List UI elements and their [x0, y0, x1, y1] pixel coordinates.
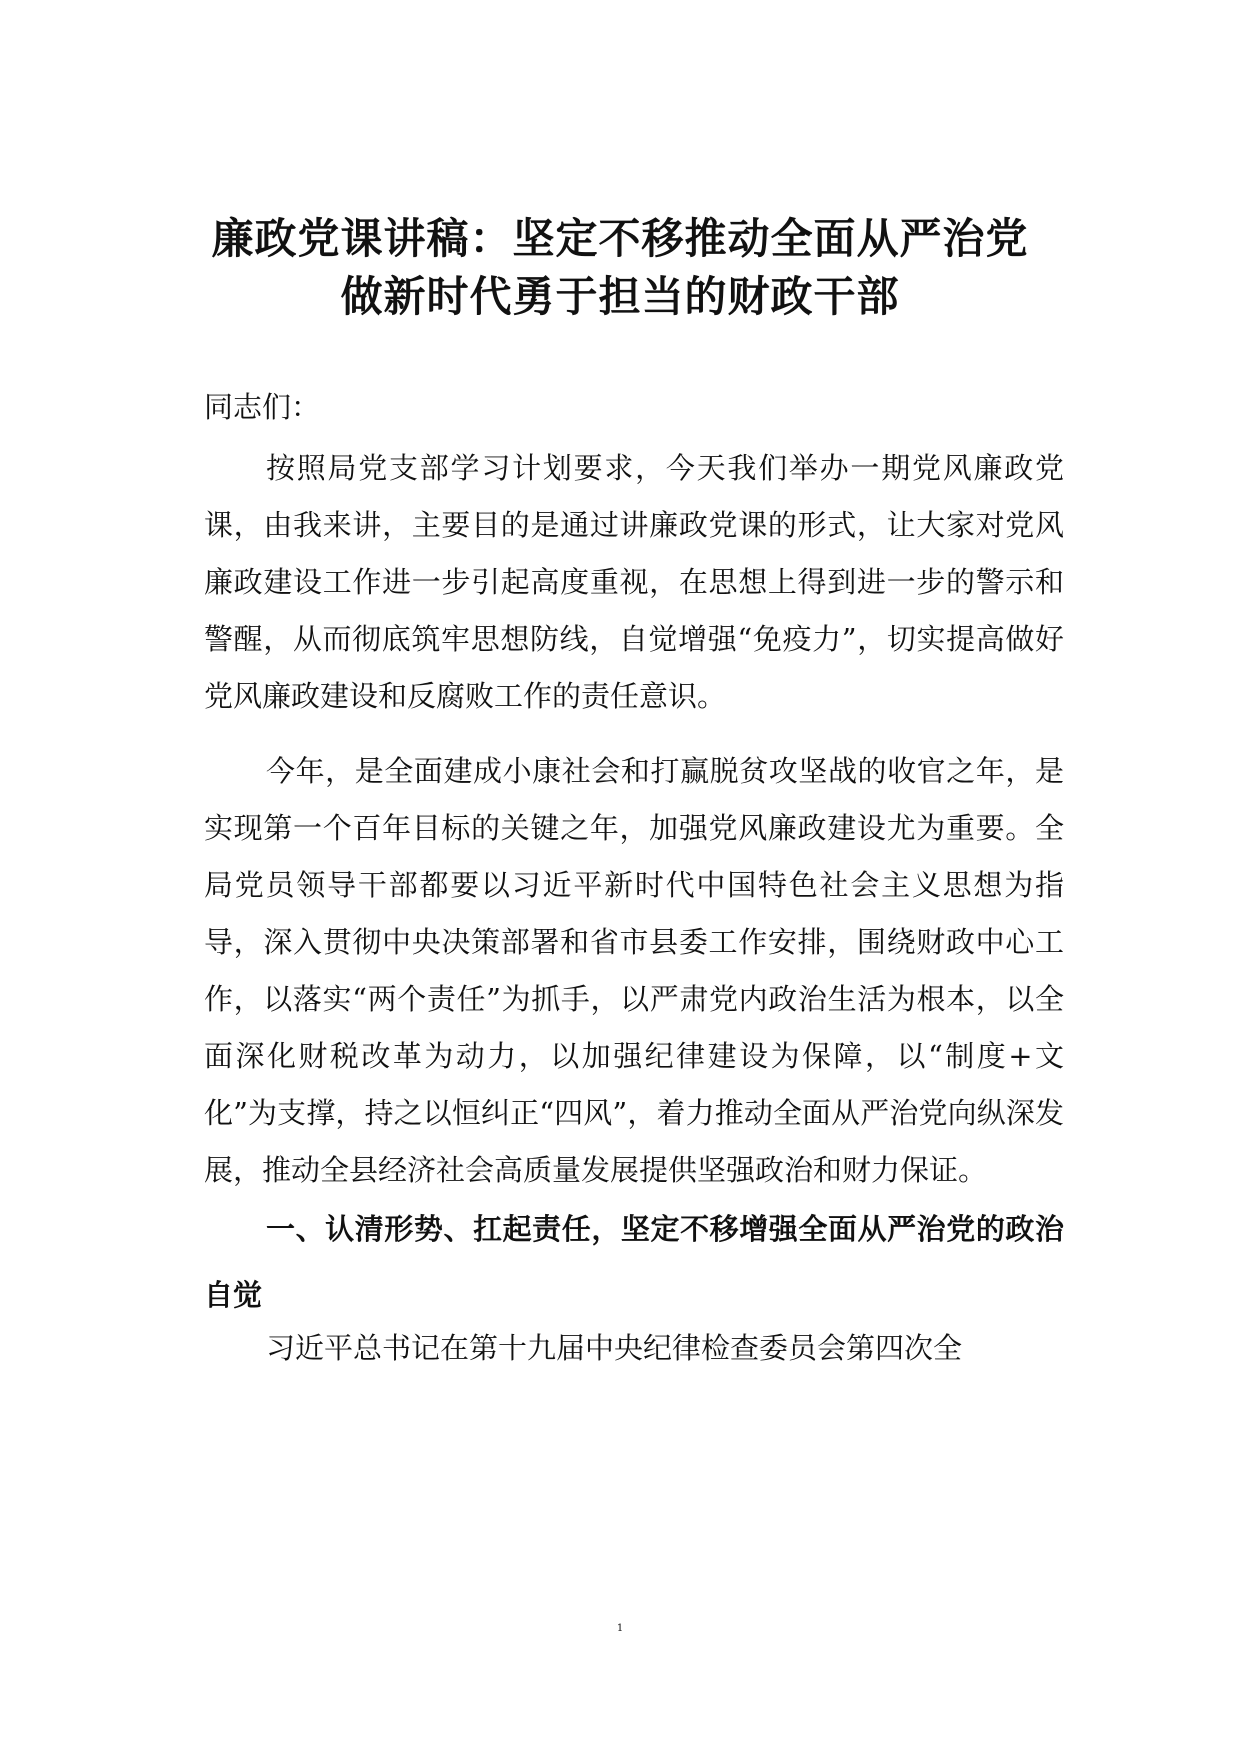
paragraph-intro: 按照局党支部学习计划要求，今天我们举办一期党风廉政党课，由我来讲，主要目的是通过讲廉政党课的形式，让大家对党风廉政建设工作进一步引起高度重视，在思想上得到进一步的警示和警醒，从而彻底筑牢思想防线，自觉增强“免疫力”，切实提高做好党风廉政建设和反腐败工作的责任意识。 — [204, 451, 1064, 713]
paragraph-context: 今年，是全面建成小康社会和打赢脱贫攻坚战的收官之年，是实现第一个百年目标的关键之年，加强党风廉政建设尤为重要。全局党员领导干部都要以习近平新时代中国特色社会主义思想为指导，深入贯彻中央决策部署和省市县委工作安排，围绕财政中心工作，以落实“两个责任”为抓手，以严肃党内政治生活为根本，以全面深化财税改革为动力，以加强纪律建设为保障，以“制度+文化”为支撑，持之以恒纠正“四风”，着力推动全面从严治党向纵深发展，推动全县经济社会高质量发展提供坚强政治和财力保证。 — [204, 754, 1064, 1187]
section-paragraph: 习近平总书记在第十九届中央纪律检查委员会第四次全 — [266, 1331, 963, 1365]
title-line-1: 廉政党课讲稿：坚定不移推动全面从严治党 — [211, 214, 1029, 263]
document-title — [150, 210, 1090, 326]
section-heading: 一、认清形势、扛起责任，坚定不移增强全面从严治党的政治自觉 — [204, 1212, 1064, 1312]
page-number: 1 — [616, 1623, 624, 1634]
salutation: 同志们： — [204, 390, 321, 424]
title-line-2: 做新时代勇于担当的财政干部 — [340, 272, 900, 321]
